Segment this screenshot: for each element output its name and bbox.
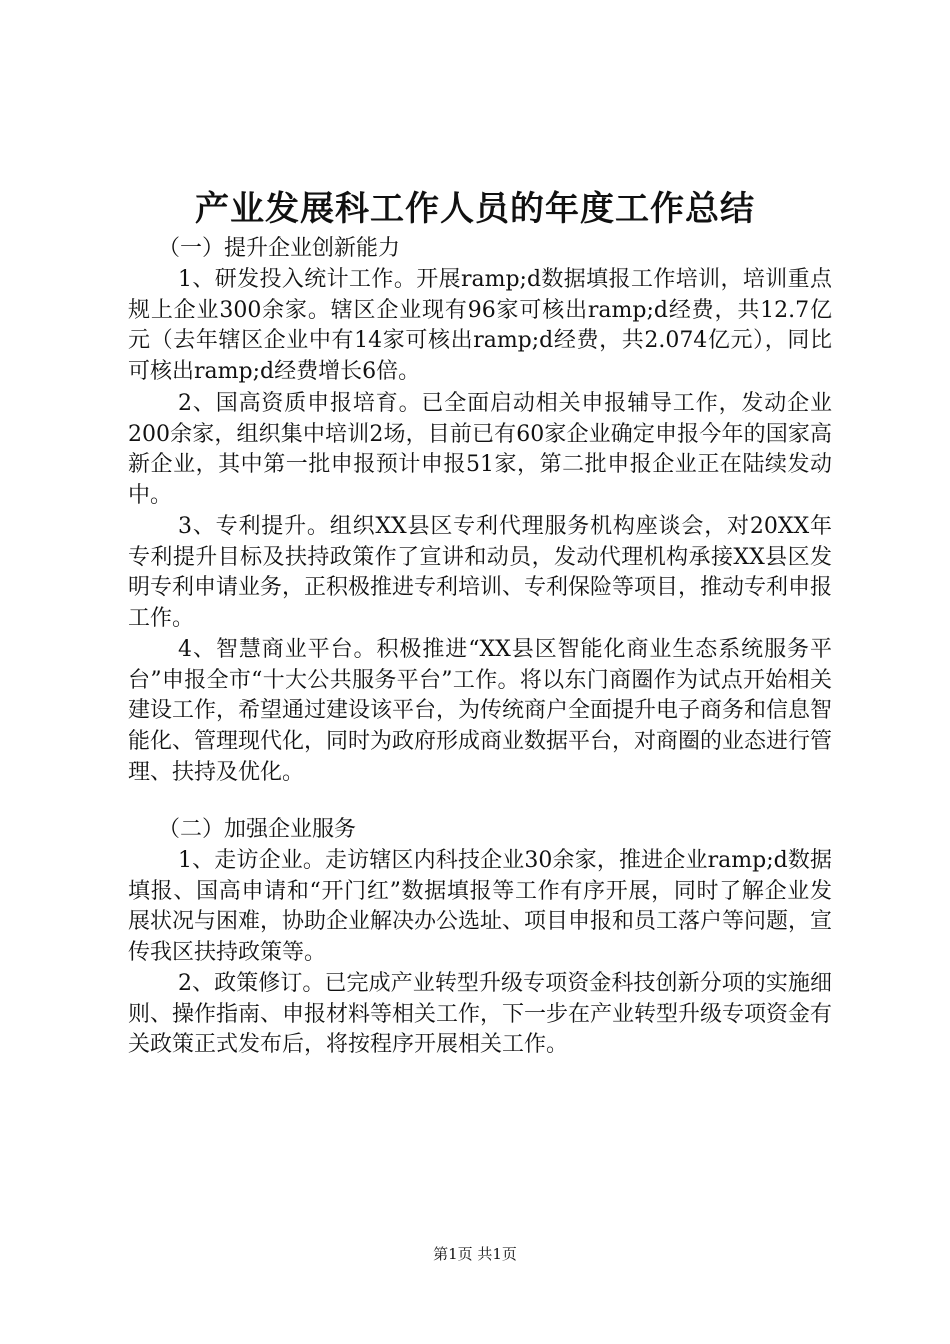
paragraph-1-1: 1、研发投入统计工作。开展ramp;d数据填报工作培训，培训重点规上企业300余家。辖区企业现有96家可核出ramp;d经费，共12.7亿元（去年辖区企业中有14家可核出ramp;d经费，共2.074亿元），同比可核出ramp;d经费增长6倍。	[128, 267, 832, 385]
section-heading-2: （二）加强企业服务	[158, 817, 357, 842]
document-title: 产业发展科工作人员的年度工作总结	[195, 189, 755, 229]
section-heading-1: （一）提升企业创新能力	[158, 236, 401, 261]
paragraph-2-2: 2、政策修订。已完成产业转型升级专项资金科技创新分项的实施细则、操作指南、申报材料等相关工作，下一步在产业转型升级专项资金有关政策正式发布后，将按程序开展相关工作。	[128, 971, 833, 1058]
paragraph-1-4: 4、智慧商业平台。积极推进“XX县区智能化商业生态系统服务平台”申报全市“十大公共服务平台”工作。将以东门商圈作为试点开始相关建设工作，希望通过建设该平台，为传统商户全面提升电子商务和信息智能化、管理现代化，同时为政府形成商业数据平台，对商圈的业态进行管理、扶持及优化。	[128, 637, 833, 785]
page-footer: 第1页 共1页	[433, 1245, 517, 1263]
paragraph-2-1: 1、走访企业。走访辖区内科技企业30余家，推进企业ramp;d数据填报、国高申请和“开门红”数据填报等工作有序开展，同时了解企业发展状况与困难，协助企业解决办公选址、项目申报和员工落户等问题，宣传我区扶持政策等。	[128, 848, 833, 966]
paragraph-1-3: 3、专利提升。组织XX县区专利代理服务机构座谈会，对20XX年专利提升目标及扶持政策作了宣讲和动员，发动代理机构承接XX县区发明专利申请业务，正积极推进专利培训、专利保险等项目，推动专利申报工作。	[128, 514, 833, 632]
paragraph-1-2: 2、国高资质申报培育。已全面启动相关申报辅导工作，发动企业200余家，组织集中培训2场，目前已有60家企业确定申报今年的国家高新企业，其中第一批申报预计申报51家，第二批申报企业正在陆续发动中。	[128, 391, 832, 509]
